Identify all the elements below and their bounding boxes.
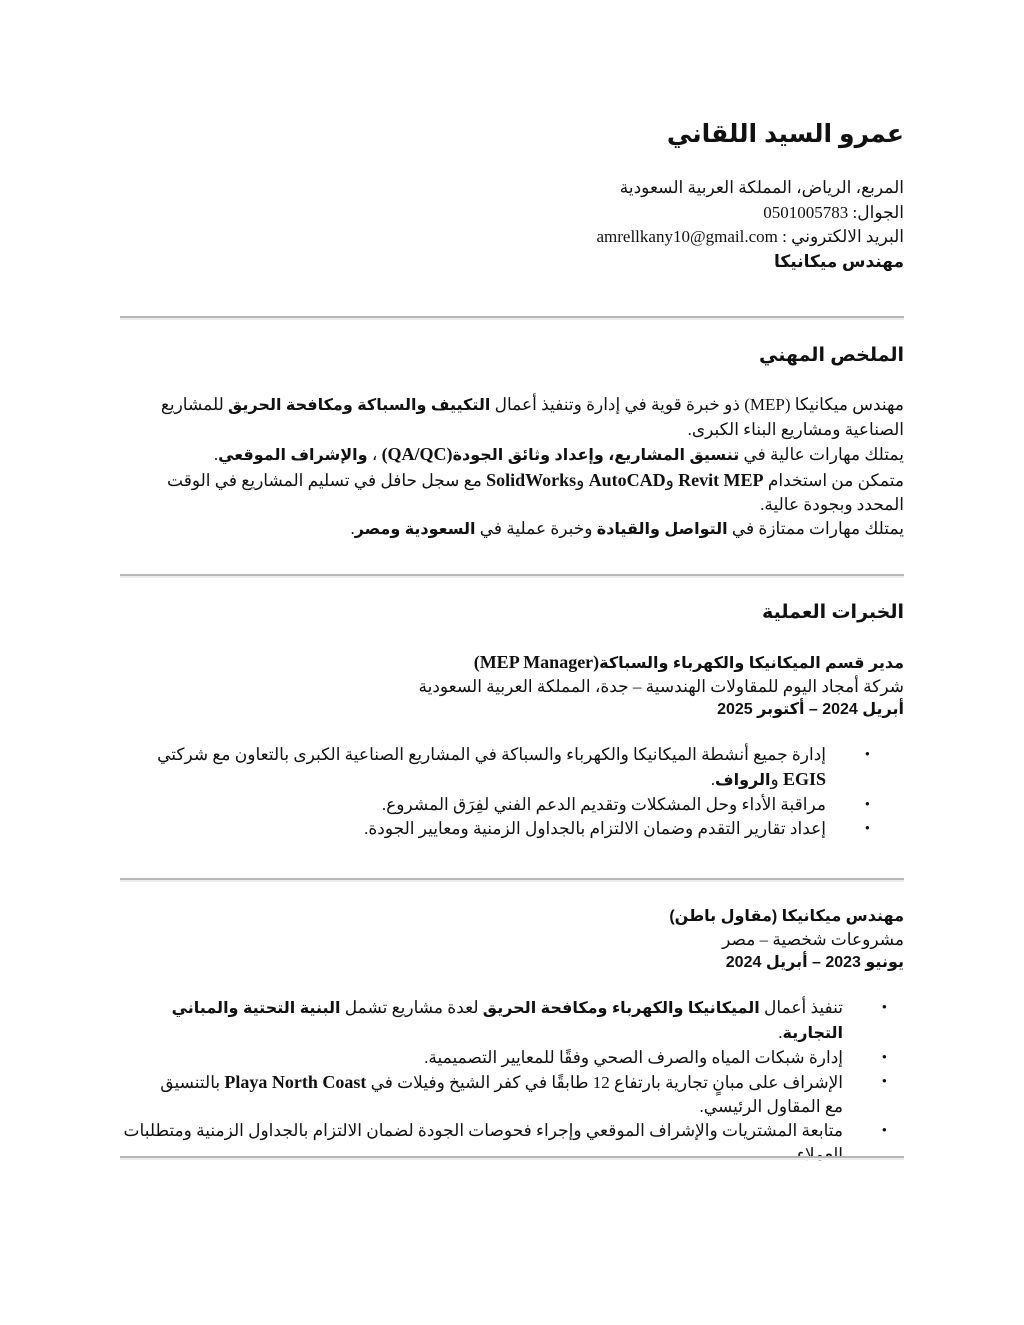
job-role: مهندس ميكانيكا	[773, 251, 904, 271]
summary-paragraph: متمكن من استخدام Revit MEP وAutoCAD وSolidWorks مع سجل حافل في تسليم المشاريع في الوقت المحدد وبجودة عالية.	[167, 470, 904, 514]
job-title: مدير قسم الميكانيكا والكهرباء والسباكة(MEP Manager)	[473, 652, 904, 672]
contact-block	[596, 176, 904, 274]
job-title: مهندس ميكانيكا (مقاول باطن)	[669, 908, 904, 925]
email-label: البريد الالكتروني :	[782, 227, 904, 246]
summary-text	[120, 393, 904, 542]
job-bullets	[120, 743, 826, 841]
section-divider	[120, 316, 904, 320]
job-dates: يونيو 2023 – أبريل 2024	[725, 954, 904, 971]
experience-heading: الخبرات العملية	[762, 602, 904, 623]
section-divider	[120, 574, 904, 578]
email-address[interactable]: amrellkany10@gmail.com	[596, 227, 778, 246]
list-item: • إعداد تقارير التقدم وضمان الالتزام بالجداول الزمنية ومعايير الجودة.	[120, 817, 826, 841]
phone-line	[596, 201, 904, 226]
list-item: • إدارة جميع أنشطة الميكانيكا والكهرباء والسباكة في المشاريع الصناعية الكبرى بالتعاون مع شركتي EGIS والرواف.	[120, 743, 826, 793]
list-item: • متابعة المشتريات والإشراف الموقعي وإجراء فحوصات الجودة لضمان الالتزام بالجداول الزمنية ومتطلبات العملاء.	[120, 1119, 843, 1167]
summary-paragraph: يمتلك مهارات ممتازة في التواصل والقيادة وخبرة عملية في السعودية ومصر.	[350, 519, 904, 538]
job-entry	[669, 905, 904, 974]
section-divider	[120, 878, 904, 882]
job-bullets	[120, 996, 843, 1167]
job-company: شركة أمجاد اليوم للمقاولات الهندسية – جدة، المملكة العربية السعودية	[418, 677, 904, 696]
phone-number[interactable]: 0501005783	[763, 202, 849, 222]
summary-heading: الملخص المهني	[759, 345, 904, 366]
phone-label: الجوال:	[852, 202, 904, 222]
list-item: • إدارة شبكات المياه والصرف الصحي وفقًا للمعايير التصميمية.	[120, 1046, 843, 1070]
list-item: • مراقبة الأداء وحل المشكلات وتقديم الدعم الفني لفِرَق المشروع.	[120, 793, 826, 817]
list-item: • تنفيذ أعمال الميكانيكا والكهرباء ومكافحة الحريق لعدة مشاريع تشمل البنية التحتية والمباني التجارية.	[120, 996, 843, 1046]
summary-paragraph: مهندس ميكانيكا (MEP) ذو خبرة قوية في إدارة وتنفيذ أعمال التكييف والسباكة ومكافحة الحريق للمشاريع الصناعية ومشاريع البناء الكبرى.	[160, 395, 904, 439]
job-dates: أبريل 2024 – أكتوبر 2025	[717, 701, 904, 718]
job-company: مشروعات شخصية – مصر	[722, 930, 904, 949]
list-item: • الإشراف على مبانٍ تجارية بارتفاع 12 طابقًا في كفر الشيخ وفيلات في Playa North Coast بالتنسيق مع المقاول الرئيسي.	[143, 1070, 843, 1119]
job-entry	[418, 651, 904, 721]
section-divider	[120, 1156, 904, 1160]
summary-paragraph: يمتلك مهارات عالية في تنسيق المشاريع، وإعداد وثائق الجودة(QA/QC) ، والإشراف الموقعي.	[213, 444, 904, 464]
email-line	[596, 225, 904, 250]
candidate-name: عمرو السيد اللقاني	[666, 120, 904, 148]
address: المربع، الرياض، المملكة العربية السعودية	[619, 178, 904, 197]
